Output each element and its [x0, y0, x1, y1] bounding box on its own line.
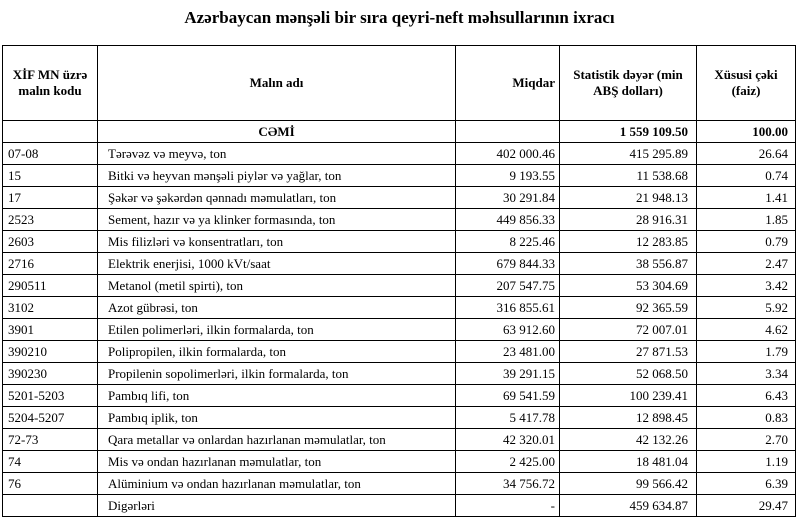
share-cell: 1.41	[697, 187, 796, 209]
name-cell: Propilenin sopolimerləri, ilkin formalarda, ton	[98, 363, 456, 385]
table-row	[3, 143, 796, 165]
value-cell: 12 898.45	[560, 407, 697, 429]
share-cell: 3.34	[697, 363, 796, 385]
table-row	[3, 451, 796, 473]
table-row	[3, 231, 796, 253]
value-cell: 72 007.01	[560, 319, 697, 341]
table-row	[3, 275, 796, 297]
quantity-cell: 679 844.33	[456, 253, 560, 275]
name-cell: Digərləri	[98, 495, 456, 517]
value-cell: 459 634.87	[560, 495, 697, 517]
code-cell: 2523	[3, 209, 98, 231]
quantity-cell: 42 320.01	[456, 429, 560, 451]
table-row	[3, 407, 796, 429]
name-cell: Qara metallar və onlardan hazırlanan məmulatlar, ton	[98, 429, 456, 451]
share-cell: 0.83	[697, 407, 796, 429]
header-code: XİF MN üzrə malın kodu	[3, 46, 98, 121]
name-cell: Elektrik enerjisi, 1000 kVt/saat	[98, 253, 456, 275]
name-cell: Polipropilen, ilkin formalarda, ton	[98, 341, 456, 363]
quantity-cell: 2 425.00	[456, 451, 560, 473]
table-row	[3, 209, 796, 231]
name-cell: Bitki və heyvan mənşəli piylər və yağlar, ton	[98, 165, 456, 187]
name-cell: Mis filizləri və konsentratları, ton	[98, 231, 456, 253]
name-cell: Şəkər və şəkərdən qənnadı məmulatları, ton	[98, 187, 456, 209]
value-cell: 27 871.53	[560, 341, 697, 363]
value-cell: 21 948.13	[560, 187, 697, 209]
table-row	[3, 473, 796, 495]
value-cell: 18 481.04	[560, 451, 697, 473]
table-row	[3, 385, 796, 407]
table-row	[3, 253, 796, 275]
code-cell: 290511	[3, 275, 98, 297]
name-cell: Metanol (metil spirti), ton	[98, 275, 456, 297]
code-cell: 390230	[3, 363, 98, 385]
code-cell	[3, 495, 98, 517]
share-cell: 6.39	[697, 473, 796, 495]
table-row	[3, 297, 796, 319]
header-name: Malın adı	[98, 46, 456, 121]
share-cell: 26.64	[697, 143, 796, 165]
quantity-cell: 63 912.60	[456, 319, 560, 341]
header-share: Xüsusi çəki (faiz)	[697, 46, 796, 121]
table-row	[3, 495, 796, 517]
quantity-cell: 207 547.75	[456, 275, 560, 297]
table-row	[3, 363, 796, 385]
name-cell: Alüminium və ondan hazırlanan məmulatlar, ton	[98, 473, 456, 495]
share-cell: 1.19	[697, 451, 796, 473]
share-cell: 29.47	[697, 495, 796, 517]
quantity-cell: 34 756.72	[456, 473, 560, 495]
share-cell: 1.79	[697, 341, 796, 363]
code-cell: 3102	[3, 297, 98, 319]
share-cell: 4.62	[697, 319, 796, 341]
share-cell: 2.47	[697, 253, 796, 275]
name-cell: Pambıq iplik, ton	[98, 407, 456, 429]
code-cell: 17	[3, 187, 98, 209]
quantity-cell: 402 000.46	[456, 143, 560, 165]
value-cell: 38 556.87	[560, 253, 697, 275]
total-share: 100.00	[697, 121, 796, 143]
quantity-cell: 30 291.84	[456, 187, 560, 209]
quantity-cell: 69 541.59	[456, 385, 560, 407]
value-cell: 415 295.89	[560, 143, 697, 165]
code-cell: 5204-5207	[3, 407, 98, 429]
value-cell: 42 132.26	[560, 429, 697, 451]
quantity-cell: 9 193.55	[456, 165, 560, 187]
quantity-cell: 8 225.46	[456, 231, 560, 253]
value-cell: 28 916.31	[560, 209, 697, 231]
total-label: CƏMİ	[98, 121, 456, 143]
table-row	[3, 429, 796, 451]
code-cell: 3901	[3, 319, 98, 341]
header-value: Statistik dəyər (min ABŞ dolları)	[560, 46, 697, 121]
share-cell: 3.42	[697, 275, 796, 297]
code-cell: 2716	[3, 253, 98, 275]
value-cell: 100 239.41	[560, 385, 697, 407]
code-cell: 74	[3, 451, 98, 473]
value-cell: 11 538.68	[560, 165, 697, 187]
total-value: 1 559 109.50	[560, 121, 697, 143]
name-cell: Mis və ondan hazırlanan məmulatlar, ton	[98, 451, 456, 473]
code-cell: 72-73	[3, 429, 98, 451]
code-cell: 5201-5203	[3, 385, 98, 407]
share-cell: 5.92	[697, 297, 796, 319]
share-cell: 1.85	[697, 209, 796, 231]
name-cell: Etilen polimerləri, ilkin formalarda, ton	[98, 319, 456, 341]
header-quantity: Miqdar	[456, 46, 560, 121]
quantity-cell: -	[456, 495, 560, 517]
share-cell: 2.70	[697, 429, 796, 451]
value-cell: 12 283.85	[560, 231, 697, 253]
value-cell: 52 068.50	[560, 363, 697, 385]
export-table	[2, 45, 796, 517]
value-cell: 92 365.59	[560, 297, 697, 319]
code-cell: 390210	[3, 341, 98, 363]
total-code-cell	[3, 121, 98, 143]
quantity-cell: 39 291.15	[456, 363, 560, 385]
value-cell: 53 304.69	[560, 275, 697, 297]
total-row	[3, 121, 796, 143]
code-cell: 76	[3, 473, 98, 495]
name-cell: Sement, hazır və ya klinker formasında, ton	[98, 209, 456, 231]
share-cell: 0.74	[697, 165, 796, 187]
name-cell: Azot gübrəsi, ton	[98, 297, 456, 319]
table-row	[3, 341, 796, 363]
header-row	[3, 46, 796, 121]
page-title: Azərbaycan mənşəli bir sıra qeyri-neft məhsullarının ixracı	[184, 8, 615, 27]
share-cell: 6.43	[697, 385, 796, 407]
quantity-cell: 5 417.78	[456, 407, 560, 429]
total-quantity-cell	[456, 121, 560, 143]
value-cell: 99 566.42	[560, 473, 697, 495]
name-cell: Tərəvəz və meyvə, ton	[98, 143, 456, 165]
table-row	[3, 187, 796, 209]
code-cell: 07-08	[3, 143, 98, 165]
table-row	[3, 165, 796, 187]
name-cell: Pambıq lifi, ton	[98, 385, 456, 407]
share-cell: 0.79	[697, 231, 796, 253]
code-cell: 15	[3, 165, 98, 187]
quantity-cell: 316 855.61	[456, 297, 560, 319]
code-cell: 2603	[3, 231, 98, 253]
quantity-cell: 23 481.00	[456, 341, 560, 363]
quantity-cell: 449 856.33	[456, 209, 560, 231]
table-row	[3, 319, 796, 341]
